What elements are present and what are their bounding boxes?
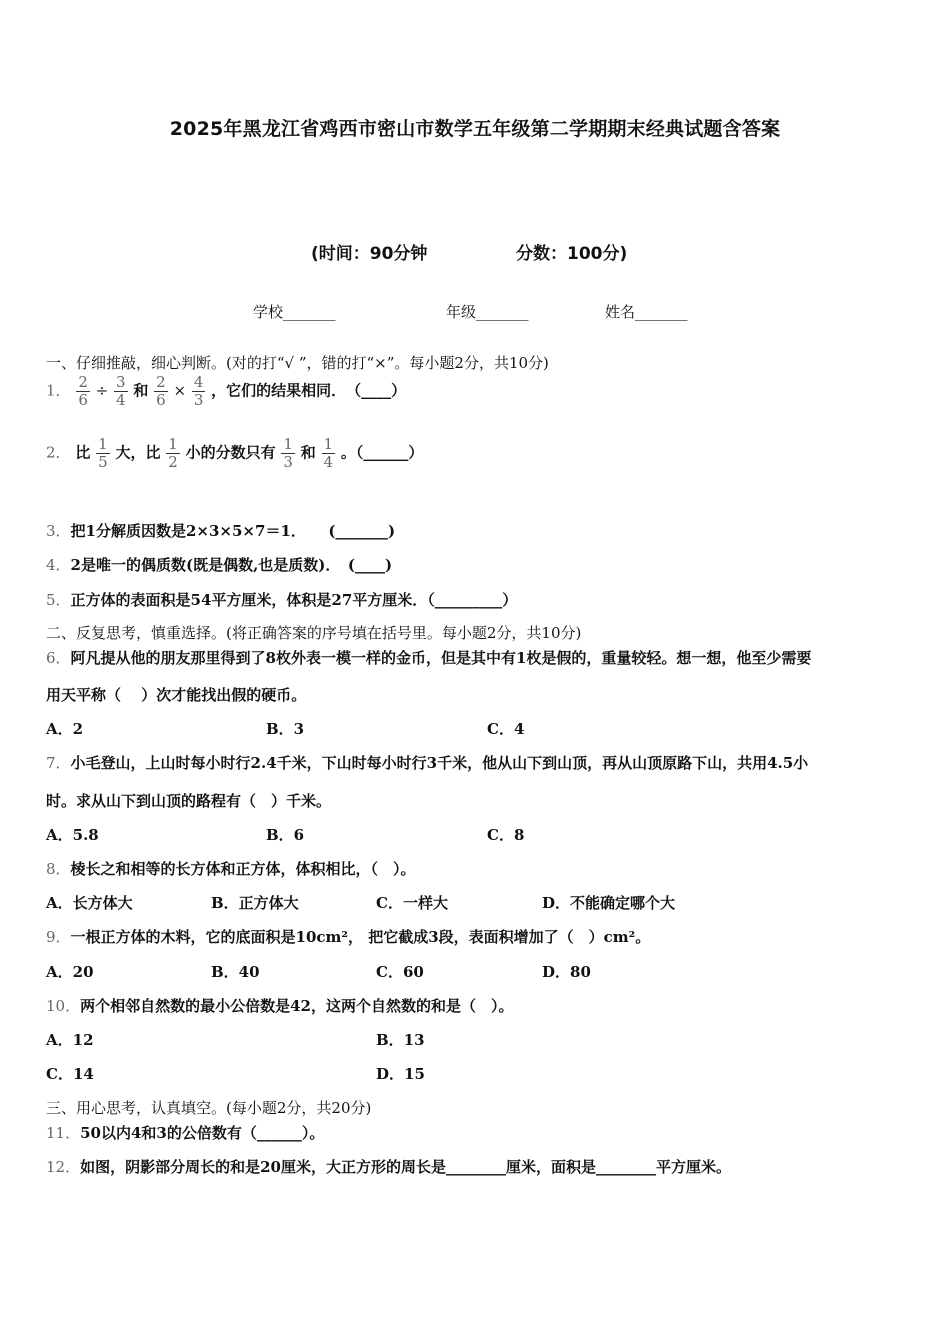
- question-text: 2是唯一的偶质数(既是偶数,也是质数)． (____): [70, 556, 393, 574]
- question-text: 如图，阴影部分周长的和是20厘米，大正方形的周长是________厘米，面积是________平方厘米。: [80, 1158, 731, 1176]
- question-11: [46, 1122, 324, 1143]
- question-1: [46, 374, 406, 409]
- question-number: 7．: [46, 754, 71, 772]
- question-number: 12．: [46, 1158, 81, 1176]
- question-5: [46, 589, 517, 610]
- fraction: $\frac{1}{5}$: [98, 435, 108, 471]
- fraction: $\frac{1}{3}$: [283, 435, 293, 471]
- question-text: 一根正方体的木料，它的底面积是10cm²， 把它截成3段，表面积增加了（ ）cm²。: [70, 928, 651, 946]
- question-number: 1．: [46, 381, 71, 400]
- question-6-line-2: 用天平称（ ）次才能找出假的硬币。: [46, 686, 307, 704]
- question-text: 小毛登山，上山时每小时行2.4千米，下山时每小时行3千米，他从山下到山顶，再从山顶原路下山，共用4.5小: [70, 754, 809, 772]
- option-a[interactable]: A．长方体大: [46, 894, 133, 912]
- question-text: 棱长之和相等的长方体和正方体，体积相比，（ ）。: [70, 860, 416, 878]
- text: 大，比: [115, 443, 161, 462]
- question-number: 2．: [46, 443, 71, 462]
- fraction: $\frac{3}{4}$: [116, 373, 126, 409]
- question-text: 把1分解质因数是2×3×5×7＝1． (_______): [70, 522, 396, 540]
- option-a[interactable]: A．2: [46, 720, 84, 738]
- grade-field: 年级_______: [446, 303, 529, 321]
- question-number: 10．: [46, 997, 81, 1015]
- option-c[interactable]: C．60: [376, 963, 424, 981]
- option-c[interactable]: C．8: [487, 826, 525, 844]
- question-text: 50以内4和3的公倍数有（______）。: [80, 1124, 325, 1142]
- option-b[interactable]: B．6: [266, 826, 305, 844]
- section-3-heading: 三、用心思考，认真填空。(每小题2分，共20分): [46, 1099, 372, 1117]
- question-text: 两个相邻自然数的最小公倍数是42，这两个自然数的和是（ ）。: [80, 997, 514, 1015]
- question-number: 11．: [46, 1124, 81, 1142]
- name-field: 姓名_______: [605, 303, 688, 321]
- question-9: [46, 926, 650, 947]
- text: 和: [300, 443, 316, 462]
- page-title: 2025年黑龙江省鸡西市密山市数学五年级第二学期期末经典试题含答案: [169, 118, 781, 140]
- question-number: 6．: [46, 649, 71, 667]
- question-text: ，它们的结果相同． （____）: [211, 381, 407, 400]
- question-2: [46, 436, 423, 471]
- question-10: [46, 995, 513, 1016]
- question-text: 。（______）: [340, 443, 424, 462]
- question-6: [46, 647, 811, 668]
- option-c[interactable]: C．一样大: [376, 894, 448, 912]
- section-1-heading: 一、仔细推敲，细心判断。(对的打“√ ”，错的打“×”。每小题2分，共10分): [46, 354, 549, 372]
- question-number: 4．: [46, 556, 71, 574]
- question-3: [46, 520, 395, 541]
- section-2-heading: 二、反复思考，慎重选择。(将正确答案的序号填在括号里。每小题2分，共10分): [46, 624, 582, 642]
- exam-score: 分数：100分): [516, 244, 628, 264]
- school-field: 学校_______: [253, 303, 336, 321]
- question-7-line-2: 时。求从山下到山顶的路程有（ ）千米。: [46, 792, 332, 810]
- question-text: 正方体的表面积是54平方厘米，体积是27平方厘米．（_________）: [70, 591, 518, 609]
- operator: ÷: [95, 381, 109, 400]
- fraction: $\frac{2}{6}$: [156, 373, 166, 409]
- question-7: [46, 752, 808, 773]
- question-4: [46, 554, 392, 575]
- question-number: 3．: [46, 522, 71, 540]
- option-a[interactable]: A．20: [46, 963, 94, 981]
- option-c[interactable]: C．4: [487, 720, 525, 738]
- question-8: [46, 858, 416, 879]
- option-d[interactable]: D．80: [542, 963, 591, 981]
- option-b[interactable]: B．13: [376, 1031, 425, 1049]
- fraction: $\frac{2}{6}$: [78, 373, 88, 409]
- option-d[interactable]: D．15: [376, 1065, 425, 1083]
- question-number: 9．: [46, 928, 71, 946]
- fraction: $\frac{1}{4}$: [323, 435, 334, 471]
- text: 比: [75, 443, 91, 462]
- text: 和: [133, 381, 149, 400]
- question-number: 8．: [46, 860, 71, 878]
- question-text: 阿凡提从他的朋友那里得到了8枚外表一模一样的金币，但是其中有1枚是假的，重量较轻。想一想，他至少需要: [70, 649, 812, 667]
- fraction: $\frac{4}{3}$: [193, 373, 204, 409]
- option-b[interactable]: B．正方体大: [211, 894, 299, 912]
- option-b[interactable]: B．3: [266, 720, 305, 738]
- option-b[interactable]: B．40: [211, 963, 260, 981]
- option-c[interactable]: C．14: [46, 1065, 94, 1083]
- exam-time: (时间：90分钟: [311, 244, 428, 264]
- option-a[interactable]: A．12: [46, 1031, 94, 1049]
- operator: ×: [173, 381, 187, 400]
- option-a[interactable]: A．5.8: [46, 826, 99, 844]
- fraction: $\frac{1}{2}$: [168, 435, 178, 471]
- option-d[interactable]: D．不能确定哪个大: [542, 894, 676, 912]
- text: 小的分数只有: [185, 443, 276, 462]
- question-number: 5．: [46, 591, 71, 609]
- question-12: [46, 1156, 731, 1177]
